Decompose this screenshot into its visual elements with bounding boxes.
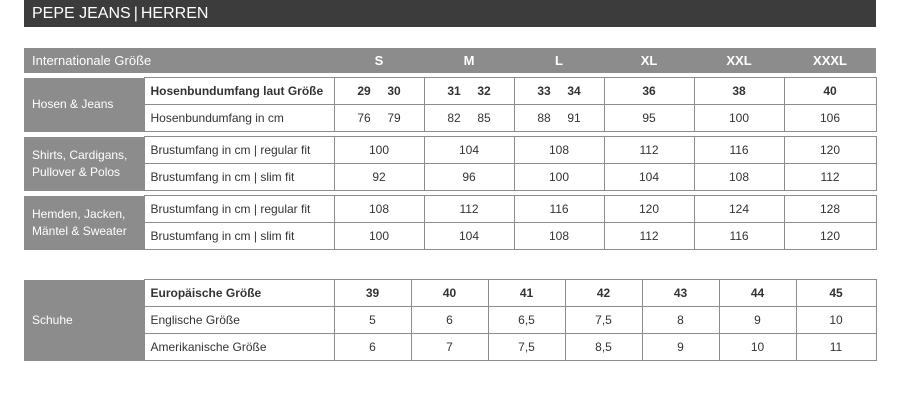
value-cell: 96 [424, 164, 514, 191]
value-cell: 112 [604, 137, 694, 164]
value-cell: 124 [694, 196, 784, 223]
value-cell: 8 [642, 307, 719, 334]
category-label: Hemden, Jacken, Mäntel & Sweater [24, 196, 144, 250]
value-cell: 39 [334, 280, 411, 307]
table-row [24, 137, 876, 164]
value-cell: 112 [604, 223, 694, 250]
value-cell [514, 105, 604, 132]
category-label: Hosen & Jeans [24, 78, 144, 132]
value-cell: 104 [424, 137, 514, 164]
size-header-cell: M [424, 48, 514, 73]
value-cell: 5 [334, 307, 411, 334]
row-label: Amerikanische Größe [144, 334, 334, 361]
value-cell [514, 78, 604, 105]
value-cell: 108 [514, 223, 604, 250]
table-row [24, 223, 876, 250]
value-cell: 9 [642, 334, 719, 361]
value-cell: 120 [784, 137, 876, 164]
value-cell: 108 [334, 196, 424, 223]
value-cell: 9 [719, 307, 796, 334]
value-cell: 40 [784, 78, 876, 105]
value-part: 31 [447, 84, 461, 98]
value-cell: 43 [642, 280, 719, 307]
value-part: 33 [537, 84, 551, 98]
size-header-label: Internationale Größe [24, 48, 334, 73]
size-chart-table [24, 48, 877, 250]
value-cell: 100 [334, 223, 424, 250]
value-cell: 6,5 [488, 307, 565, 334]
row-label: Brustumfang in cm | slim fit [144, 164, 334, 191]
value-cell: 104 [424, 223, 514, 250]
value-cell [424, 78, 514, 105]
value-cell: 41 [488, 280, 565, 307]
value-cell: 7 [411, 334, 488, 361]
value-part: 32 [477, 84, 491, 98]
row-label: Brustumfang in cm | slim fit [144, 223, 334, 250]
value-cell [334, 105, 424, 132]
table-row [24, 164, 876, 191]
category-label: Shirts, Cardigans, Pullover & Polos [24, 137, 144, 191]
size-header-row [24, 48, 876, 73]
value-cell: 116 [514, 196, 604, 223]
value-part: 91 [567, 111, 581, 125]
shoe-size-table [24, 279, 877, 361]
table-row [24, 78, 876, 105]
value-cell: 8,5 [565, 334, 642, 361]
value-cell: 108 [514, 137, 604, 164]
category-label: Schuhe [24, 280, 144, 361]
brand-title: PEPE JEANS [32, 5, 131, 22]
title-separator: | [133, 5, 138, 22]
value-cell: 112 [784, 164, 876, 191]
value-cell [334, 78, 424, 105]
value-cell: 108 [694, 164, 784, 191]
size-header-cell: S [334, 48, 424, 73]
value-cell: 100 [694, 105, 784, 132]
row-label: Brustumfang in cm | regular fit [144, 196, 334, 223]
value-cell: 6 [334, 334, 411, 361]
value-cell: 7,5 [565, 307, 642, 334]
value-part: 82 [447, 111, 461, 125]
table-row [24, 105, 876, 132]
size-header-cell: XXXL [784, 48, 876, 73]
value-cell: 11 [796, 334, 876, 361]
value-part: 29 [357, 84, 371, 98]
value-part: 79 [387, 111, 401, 125]
value-cell: 44 [719, 280, 796, 307]
value-cell: 45 [796, 280, 876, 307]
value-part: 34 [567, 84, 581, 98]
value-cell: 95 [604, 105, 694, 132]
value-cell: 112 [424, 196, 514, 223]
value-cell [424, 105, 514, 132]
value-cell: 116 [694, 223, 784, 250]
row-label: Hosenbundumfang laut Größe [144, 78, 334, 105]
value-cell: 42 [565, 280, 642, 307]
value-cell: 106 [784, 105, 876, 132]
value-part: 85 [477, 111, 491, 125]
value-cell: 120 [604, 196, 694, 223]
title-bar [24, 0, 876, 27]
row-label: Brustumfang in cm | regular fit [144, 137, 334, 164]
value-cell: 104 [604, 164, 694, 191]
table-row [24, 334, 876, 361]
table-row [24, 280, 876, 307]
value-cell: 6 [411, 307, 488, 334]
size-header-cell: XL [604, 48, 694, 73]
value-cell: 38 [694, 78, 784, 105]
table-row [24, 307, 876, 334]
value-cell: 100 [334, 137, 424, 164]
value-cell: 92 [334, 164, 424, 191]
value-cell: 36 [604, 78, 694, 105]
value-part: 88 [537, 111, 551, 125]
table-row [24, 196, 876, 223]
section-title: HERREN [140, 5, 209, 22]
value-cell: 100 [514, 164, 604, 191]
size-header-cell: XXL [694, 48, 784, 73]
value-cell: 40 [411, 280, 488, 307]
value-part: 76 [357, 111, 371, 125]
row-label: Europäische Größe [144, 280, 334, 307]
size-header-cell: L [514, 48, 604, 73]
value-cell: 116 [694, 137, 784, 164]
value-cell: 7,5 [488, 334, 565, 361]
value-part: 30 [387, 84, 401, 98]
value-cell: 10 [796, 307, 876, 334]
value-cell: 120 [784, 223, 876, 250]
value-cell: 128 [784, 196, 876, 223]
row-label: Hosenbundumfang in cm [144, 105, 334, 132]
row-label: Englische Größe [144, 307, 334, 334]
value-cell: 10 [719, 334, 796, 361]
